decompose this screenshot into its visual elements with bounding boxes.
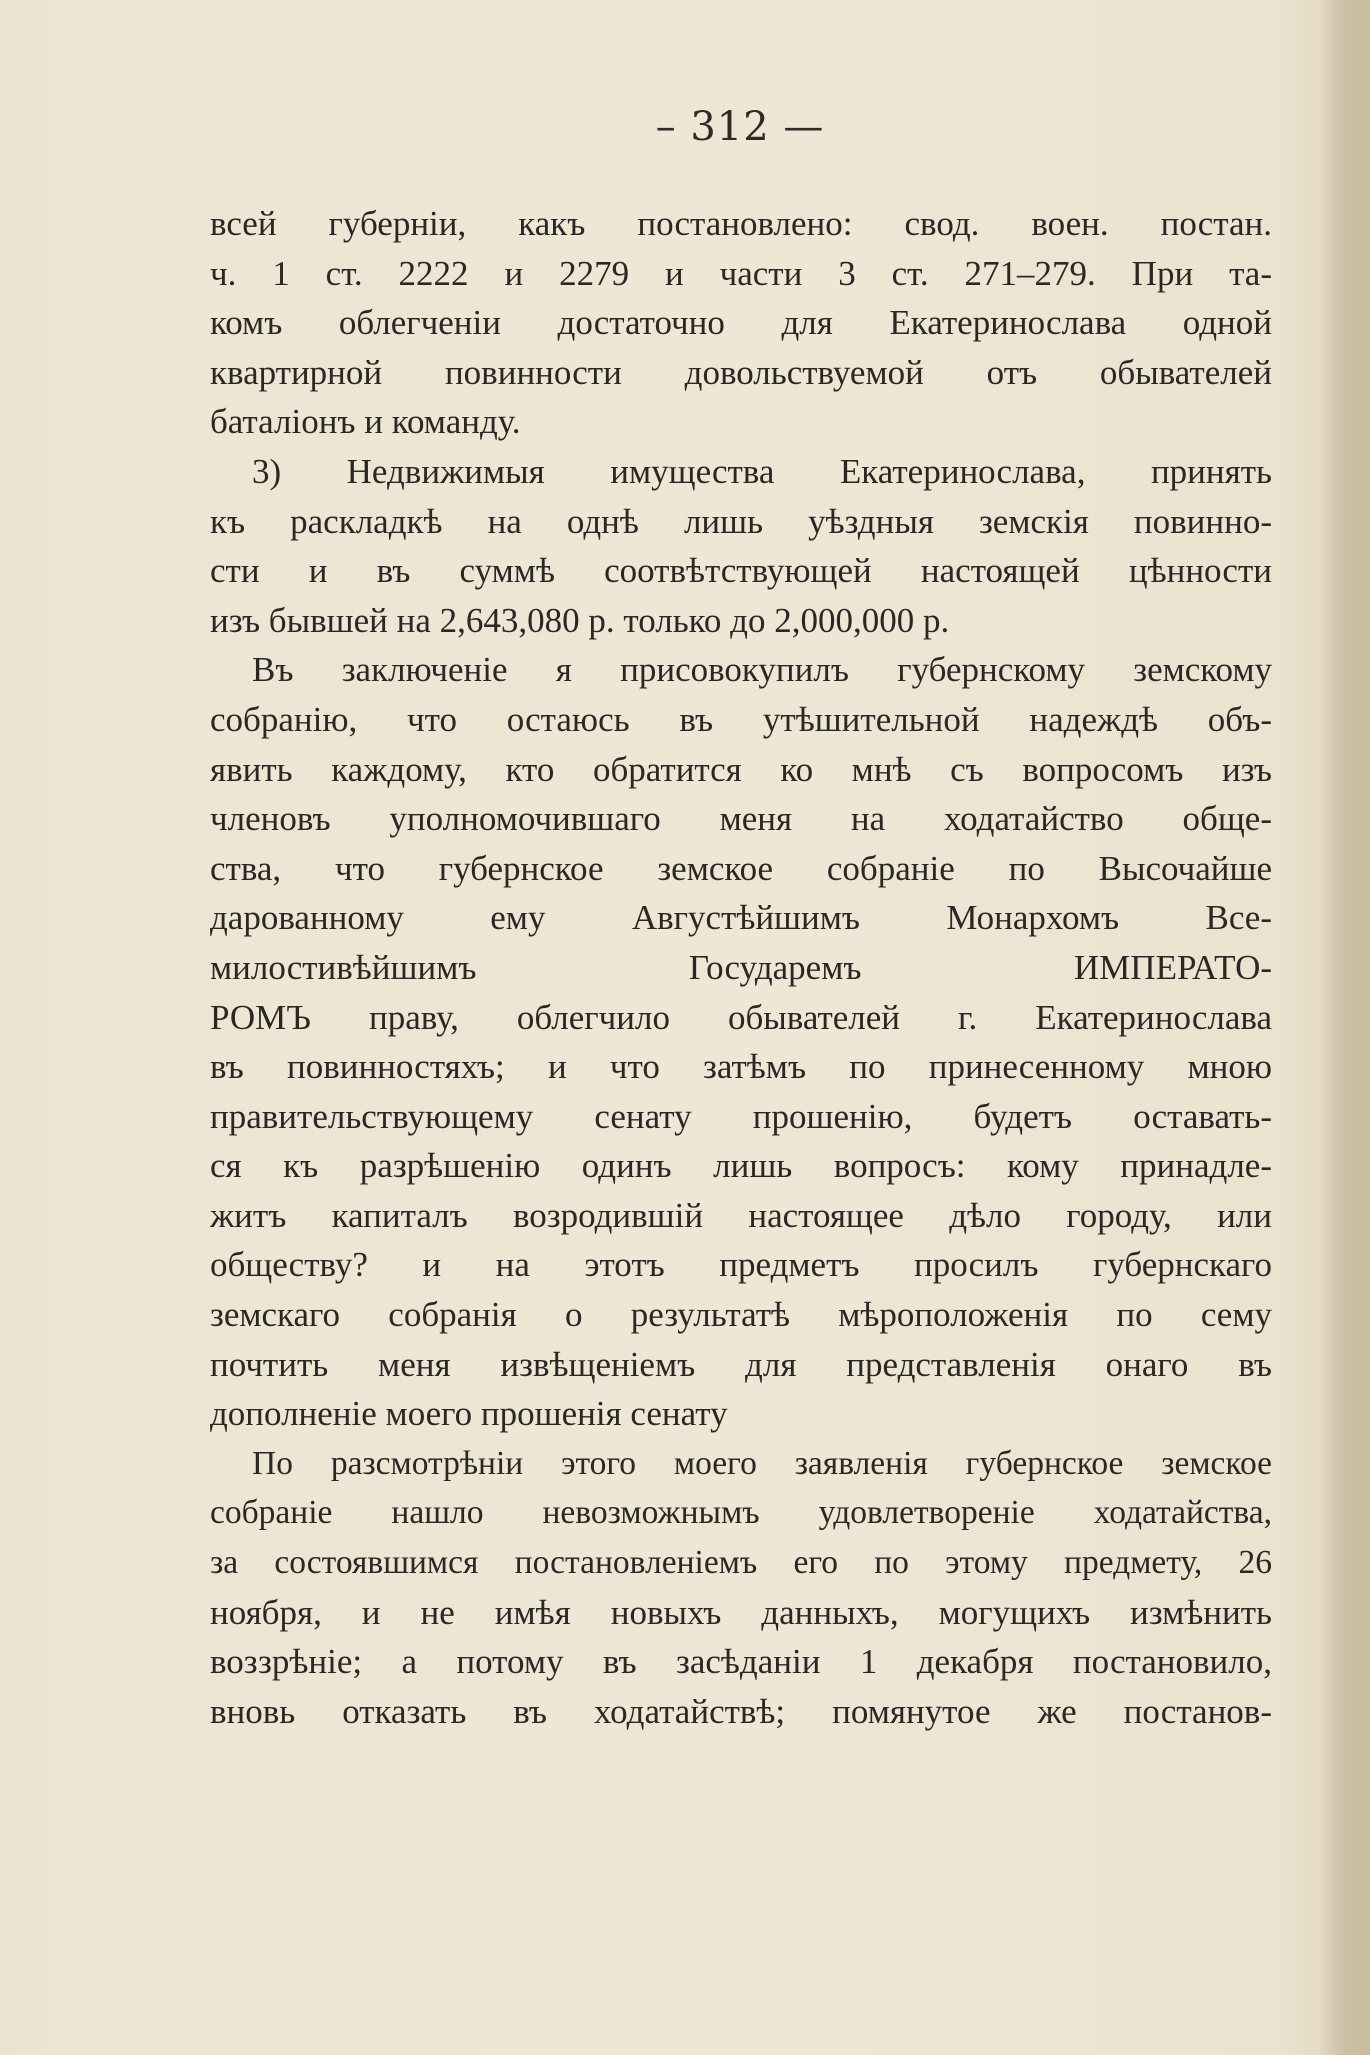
text-line: къ раскладкѣ на однѣ лишь уѣздныя земскія повинно- [210,501,1272,541]
text-line: земскаго собранія о результатѣ мѣроположенія по сему [210,1295,1272,1335]
text-line: ч. 1 ст. 2222 и 2279 и части 3 ст. 271–279. При та- [210,253,1272,293]
text-line: всей губерніи, какъ постановлено: свод. воен. постан. [210,204,1272,243]
text-line: собранію, что остаюсь въ утѣшительной надеждѣ объ- [210,699,1272,739]
text-line: По разсмотрѣніи этого моего заявленія губернское земское [252,1444,1272,1482]
text-line: 3) Недвижимыя имущества Екатеринослава, принять [252,451,1272,491]
text-line: воззрѣніе; а потому въ засѣданіи 1 декабря постановило, [210,1642,1272,1682]
text-line: житъ капиталъ возродившій настоящее дѣло городу, или [210,1195,1272,1235]
text-line: баталіонъ и команду. [210,402,521,442]
text-line: Въ заключеніе я присовокупилъ губернскому земскому [252,650,1272,690]
text-line: почтить меня извѣщеніемъ для представленія онаго въ [210,1344,1272,1384]
text-line: сти и въ суммѣ соотвѣтствующей настоящей цѣнности [210,551,1272,591]
text-line: изъ бывшей на 2,643,080 р. только до 2,000,000 р. [210,600,950,640]
page-edge-shadow [1318,0,1370,2055]
text-line: квартирной повинности довольствуемой отъ обывателей [210,352,1272,392]
text-line: милостивѣйшимъ Государемъ ИМПЕРАТО- [210,947,1272,987]
text-line: явить каждому, кто обратится ко мнѣ съ вопросомъ изъ [210,749,1272,789]
text-line: РОМЪ праву, облегчило обывателей г. Екатеринослава [210,997,1272,1037]
body-text [210,199,1272,1736]
text-line: за состоявшимся постановленіемъ его по этому предмету, 26 [210,1544,1272,1582]
text-line: собраніе нашло невозможнымъ удовлетвореніе ходатайства, [210,1494,1272,1532]
text-line: комъ облегченіи достаточно для Екатеринослава одной [210,303,1272,343]
text-line: дарованному ему Августѣйшимъ Монархомъ Все- [210,898,1272,938]
text-line: ства, что губернское земское собраніе по Высочайше [210,848,1272,888]
text-line: членовъ уполномочившаго меня на ходатайство обще- [210,799,1272,839]
page-number: – 312 — [655,104,825,150]
text-line: ся къ разрѣшенію одинъ лишь вопросъ: кому принадле- [210,1146,1272,1186]
text-line: въ повинностяхъ; и что затѣмъ по принесенному мною [210,1047,1272,1087]
text-line: дополненіе моего прошенія сенату [210,1394,728,1434]
text-line: вновь отказать въ ходатайствѣ; помянутое же постанов- [210,1691,1272,1731]
text-line: обществу? и на этотъ предметъ просилъ губернскаго [210,1245,1272,1285]
text-line: ноября, и не имѣя новыхъ данныхъ, могущихъ измѣнить [210,1592,1272,1632]
text-line: правительствующему сенату прошенію, будетъ оставать- [210,1096,1272,1136]
